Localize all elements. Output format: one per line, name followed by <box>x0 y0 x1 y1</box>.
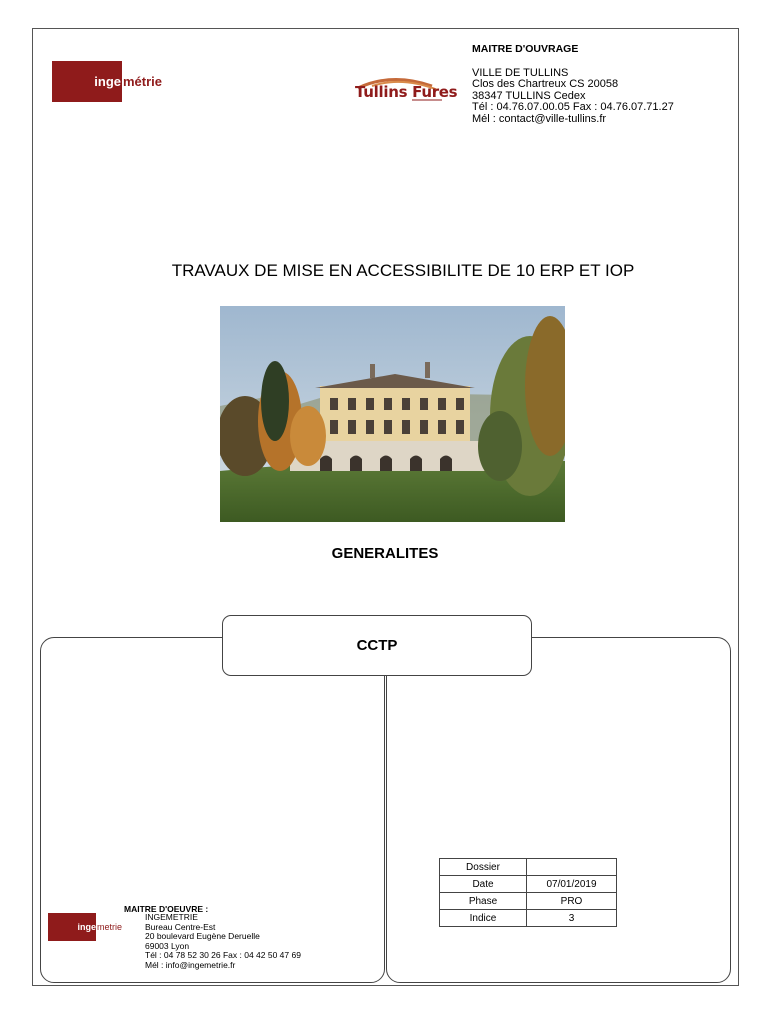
maitre-ouvrage-title: MAITRE D'OUVRAGE <box>472 43 579 55</box>
maitre-oeuvre-line: INGEMETRIE <box>145 912 198 922</box>
table-cell-label: Phase <box>440 893 527 910</box>
maitre-ouvrage-line: Tél : 04.76.07.00.05 Fax : 04.76.07.71.27 <box>472 101 674 113</box>
maitre-oeuvre-block <box>145 913 301 971</box>
cctp-box <box>222 615 532 676</box>
maitre-ouvrage-line: 38347 TULLINS Cedex <box>472 89 586 102</box>
table-row <box>440 859 617 876</box>
cctp-label: CCTP <box>356 637 398 654</box>
maitre-oeuvre-line: 69003 Lyon <box>145 940 190 951</box>
logo-part2: métrie <box>123 74 163 89</box>
document-info-table <box>439 858 617 927</box>
maitre-ouvrage-line: Mél : contact@ville-tullins.fr <box>472 112 607 125</box>
maitre-ouvrage-block <box>472 44 674 125</box>
maitre-oeuvre-line: 20 boulevard Eugène Deruelle <box>145 931 260 942</box>
logo-block-small <box>48 913 96 941</box>
table-row <box>440 893 617 910</box>
table-cell-value: 3 <box>527 910 617 927</box>
table-cell-label: Date <box>440 876 527 893</box>
tullins-logo-text: Tullins Fures <box>355 83 458 101</box>
villa-image <box>220 306 565 522</box>
building-photo <box>220 306 565 522</box>
maitre-oeuvre-line: Tél : 04 78 52 30 26 Fax : 04 42 50 47 69 <box>145 950 301 961</box>
ingemetrie-logo <box>52 61 162 102</box>
document-title: TRAVAUX DE MISE EN ACCESSIBILITE DE 10 ERP ET IOP <box>171 261 635 280</box>
logo-block <box>52 61 122 102</box>
tullins-logo <box>352 74 458 102</box>
table-cell-label: Indice <box>440 910 527 927</box>
table-cell-value: PRO <box>527 893 617 910</box>
document-subtitle: GENERALITES <box>331 545 439 562</box>
table-row <box>440 910 617 927</box>
table-cell-label: Dossier <box>440 859 527 876</box>
table-row <box>440 876 617 893</box>
maitre-oeuvre-title: MAITRE D'OEUVRE : <box>124 904 209 914</box>
maitre-ouvrage-line: Clos des Chartreux CS 20058 <box>472 78 619 90</box>
maitre-ouvrage-line: VILLE DE TULLINS <box>472 66 569 79</box>
maitre-oeuvre-line: Mél : info@ingemetrie.fr <box>145 959 236 970</box>
ingemetrie-logo-small <box>48 913 122 941</box>
table-cell-value: 07/01/2019 <box>527 876 617 893</box>
maitre-oeuvre-line: Bureau Centre-Est <box>145 921 216 932</box>
logo-part1: inge <box>94 74 121 89</box>
right-frame <box>386 637 731 983</box>
logo-small-part1: inge <box>77 922 96 932</box>
logo-small-part2: metrie <box>97 922 123 932</box>
table-cell-value <box>527 859 617 876</box>
